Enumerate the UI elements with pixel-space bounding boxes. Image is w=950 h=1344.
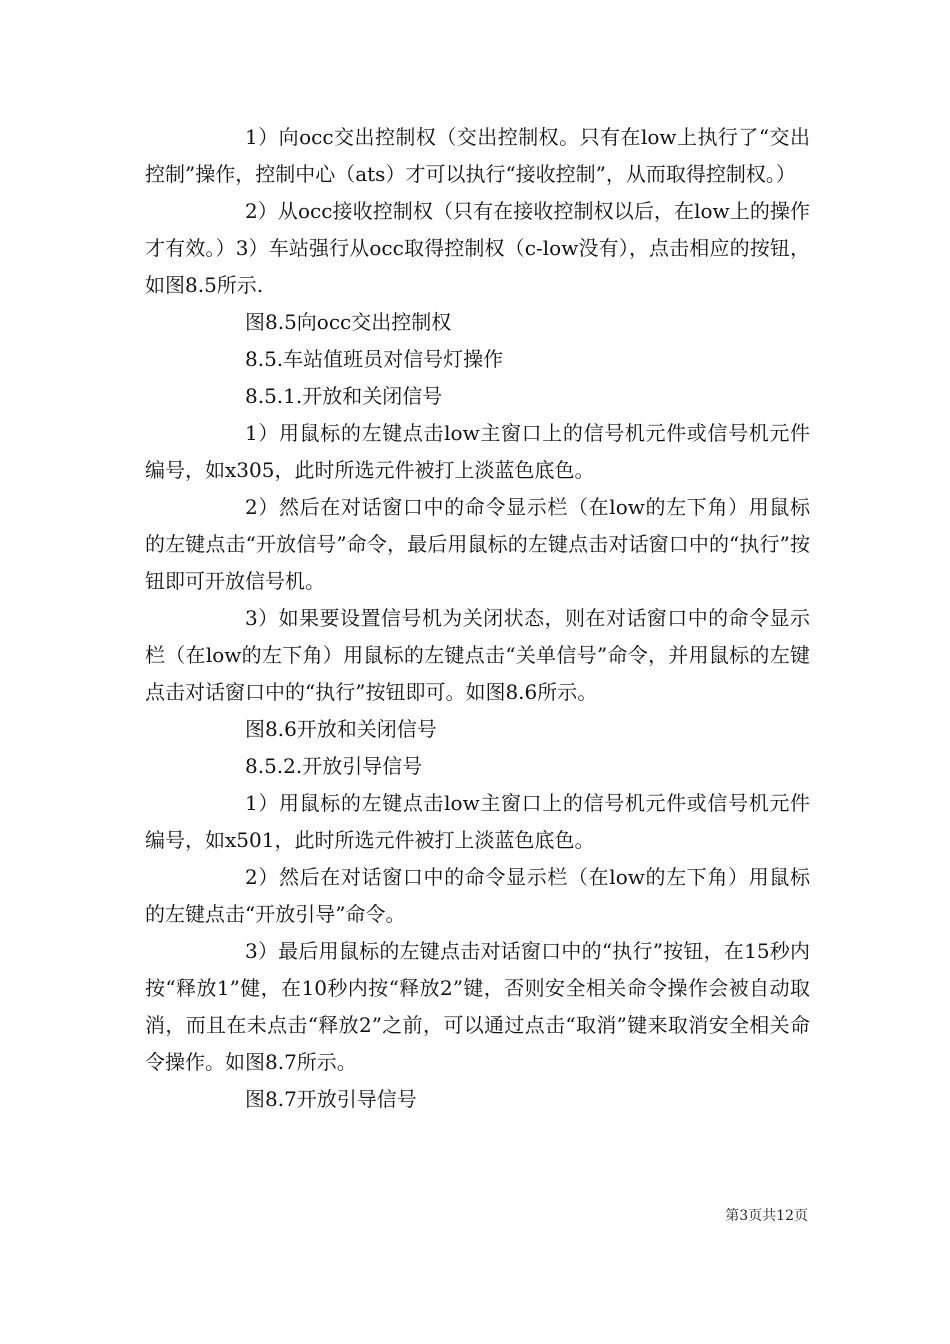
figure-caption-8-5: 图8.5向occ交出控制权 xyxy=(245,310,452,334)
paragraph-close-signal: 3）如果要设置信号机为关闭状态，则在对话窗口中的命令显示栏（在low的左下角）用鼠标的左键点击“关单信号”命令，并用鼠标的左键点击对话窗口中的“执行”按钮即可。如图8.6所示。 xyxy=(145,606,810,704)
paragraph-execute-release: 3）最后用鼠标的左键点击对话窗口中的“执行”按钮，在15秒内按“释放1”健，在10秒内按“释放2”键，否则安全相关命令操作会被自动取消，而且在未点击“释放2”之前，可以通过点击“取消”键来取消安全相关命令操作。如图8.7所示。 xyxy=(145,939,810,1074)
paragraph-select-guide-signal: 1）用鼠标的左键点击low主窗口上的信号机元件或信号机元件编号，如x501，此时所选元件被打上淡蓝色底色。 xyxy=(145,791,810,852)
paragraph-open-guide: 2）然后在对话窗口中的命令显示栏（在low的左下角）用鼠标的左键点击“开放引导”命令。 xyxy=(145,865,810,926)
page-number-footer: 第3页共12页 xyxy=(725,1208,808,1224)
paragraph-open-signal: 2）然后在对话窗口中的命令显示栏（在low的左下角）用鼠标的左键点击“开放信号”命令，最后用鼠标的左键点击对话窗口中的“执行”按钮即可开放信号机。 xyxy=(145,495,810,593)
document-body xyxy=(145,119,810,1118)
figure-caption-8-6: 图8.6开放和关闭信号 xyxy=(245,717,437,741)
paragraph-receive-control: 2）从occ接收控制权（只有在接收控制权以后，在low上的操作才有效。）3）车站强行从occ取得控制权（c-low没有），点击相应的按钮，如图8.5所示. xyxy=(145,199,810,297)
paragraph-transfer-control: 1）向occ交出控制权（交出控制权。只有在low上执行了“交出控制”操作，控制中心（ats）才可以执行“接收控制”，从而取得控制权。） xyxy=(145,125,810,186)
section-heading-8-5-1: 8.5.1.开放和关闭信号 xyxy=(245,384,443,408)
figure-caption-8-7: 图8.7开放引导信号 xyxy=(245,1087,417,1111)
section-heading-8-5: 8.5.车站值班员对信号灯操作 xyxy=(245,347,504,371)
paragraph-select-signal: 1）用鼠标的左键点击low主窗口上的信号机元件或信号机元件编号，如x305，此时所选元件被打上淡蓝色底色。 xyxy=(145,421,810,482)
section-heading-8-5-2: 8.5.2.开放引导信号 xyxy=(245,754,423,778)
